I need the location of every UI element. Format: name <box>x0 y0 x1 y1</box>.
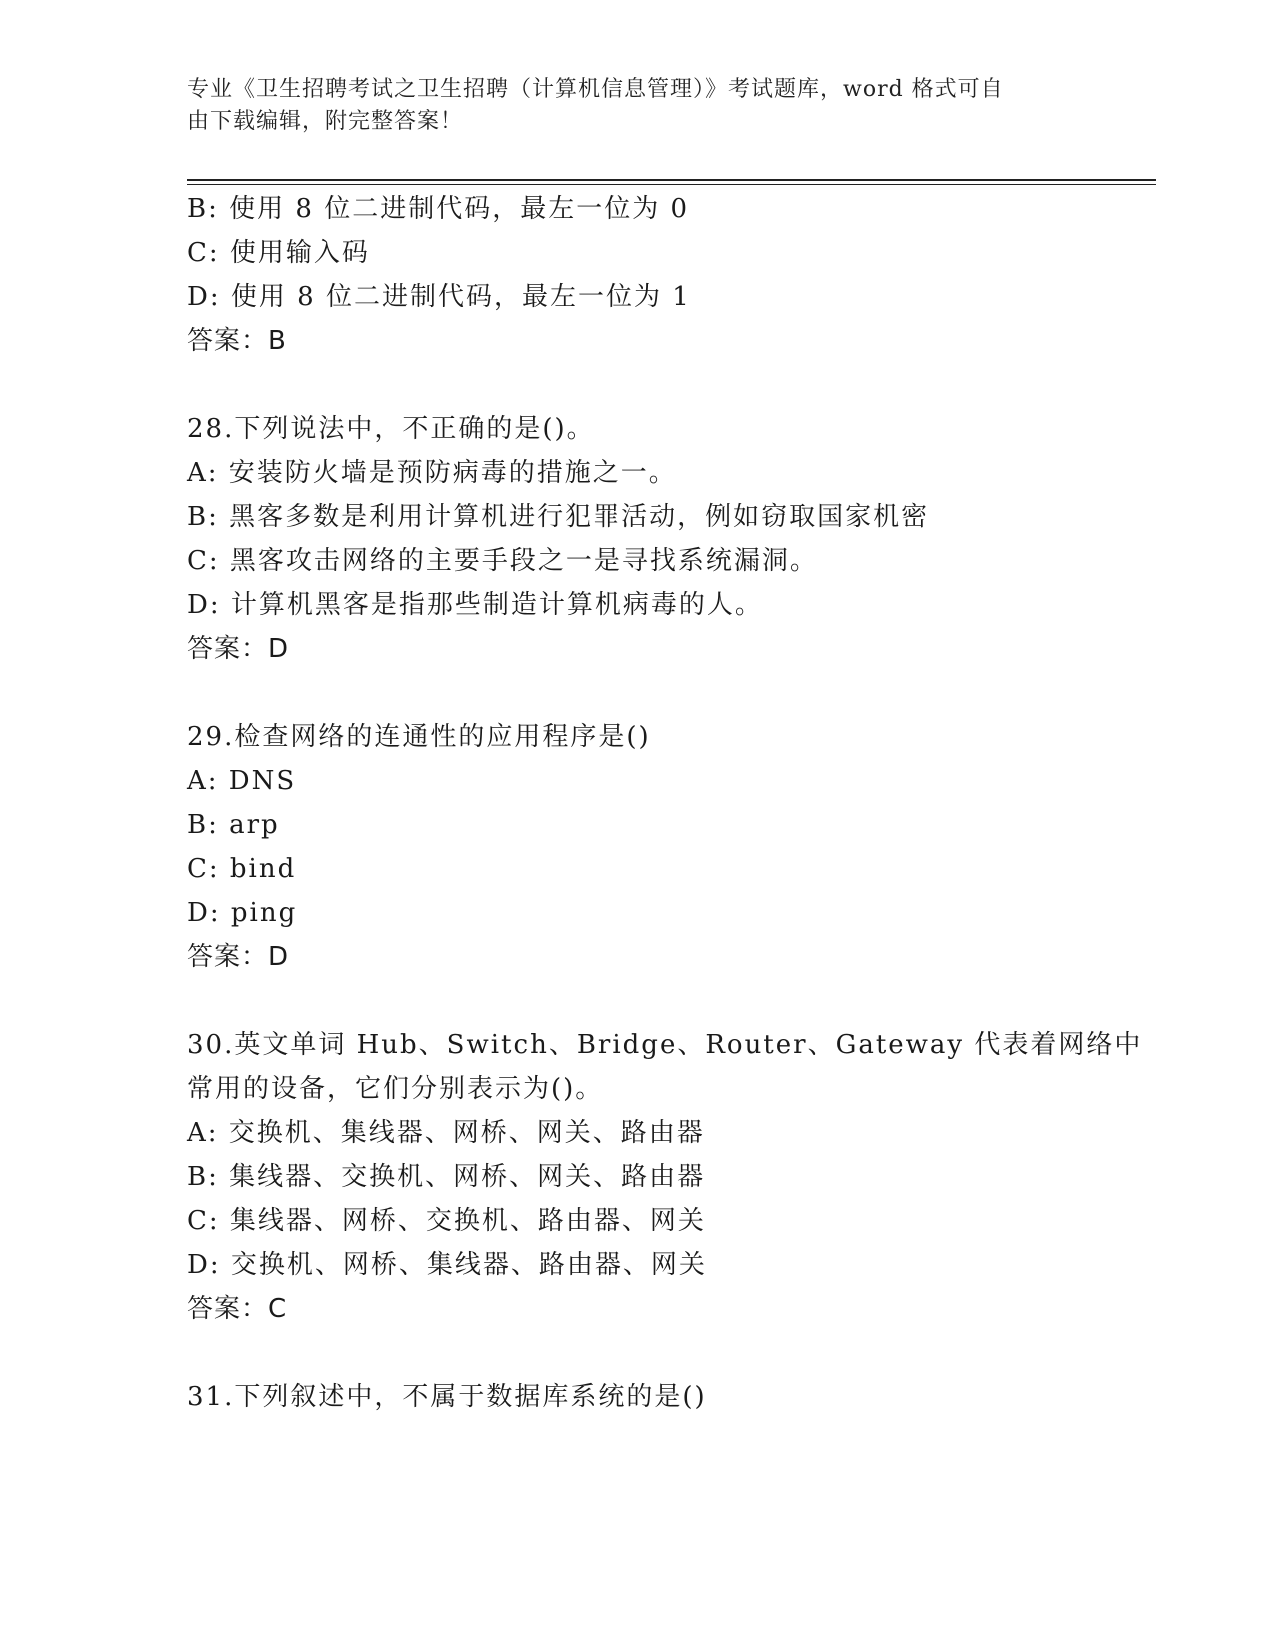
q30-question-line-2: 常用的设备，它们分别表示为()。 <box>187 1074 604 1104</box>
q28-option-c: C: 黑客攻击网络的主要手段之一是寻找系统漏洞。 <box>187 546 818 576</box>
q27-option-b: B: 使用 8 位二进制代码，最左一位为 0 <box>187 194 690 224</box>
q30-option-d: D: 交换机、网桥、集线器、路由器、网关 <box>187 1250 707 1280</box>
q27-option-c: C: 使用输入码 <box>187 238 370 268</box>
q30-answer: 答案：C <box>187 1294 288 1324</box>
q29-option-b: B: arp <box>187 810 280 840</box>
q28-answer: 答案：D <box>187 634 290 664</box>
q29-option-d: D: ping <box>187 898 298 928</box>
q30-option-c: C: 集线器、网桥、交换机、路由器、网关 <box>187 1206 706 1236</box>
q29-answer: 答案：D <box>187 942 290 972</box>
q30-question-line-1: 30.英文单词 Hub、Switch、Bridge、Router、Gateway 代表着网络中 <box>187 1030 1143 1060</box>
header-divider-thin <box>187 184 1156 185</box>
q30-option-a: A: 交换机、集线器、网桥、网关、路由器 <box>187 1118 705 1148</box>
q29-option-c: C: bind <box>187 854 297 884</box>
q31-question: 31.下列叙述中，不属于数据库系统的是() <box>187 1382 707 1412</box>
q28-option-d: D: 计算机黑客是指那些制造计算机病毒的人。 <box>187 590 763 620</box>
q27-answer: 答案：B <box>187 326 287 356</box>
q28-option-b: B: 黑客多数是利用计算机进行犯罪活动，例如窃取国家机密 <box>187 502 930 532</box>
header-divider-thick <box>187 179 1156 181</box>
q29-option-a: A: DNS <box>187 766 297 796</box>
header-line-2: 由下载编辑，附完整答案！ <box>187 109 464 134</box>
q28-option-a: A: 安装防火墙是预防病毒的措施之一。 <box>187 458 677 488</box>
document-header <box>187 74 1067 138</box>
q29-question: 29.检查网络的连通性的应用程序是() <box>187 722 651 752</box>
q28-question: 28.下列说法中，不正确的是()。 <box>187 414 595 444</box>
q30-option-b: B: 集线器、交换机、网桥、网关、路由器 <box>187 1162 706 1192</box>
header-line-1: 专业《卫生招聘考试之卫生招聘（计算机信息管理）》考试题库，word 格式可自 <box>187 77 1004 102</box>
q27-option-d: D: 使用 8 位二进制代码，最左一位为 1 <box>187 282 691 312</box>
